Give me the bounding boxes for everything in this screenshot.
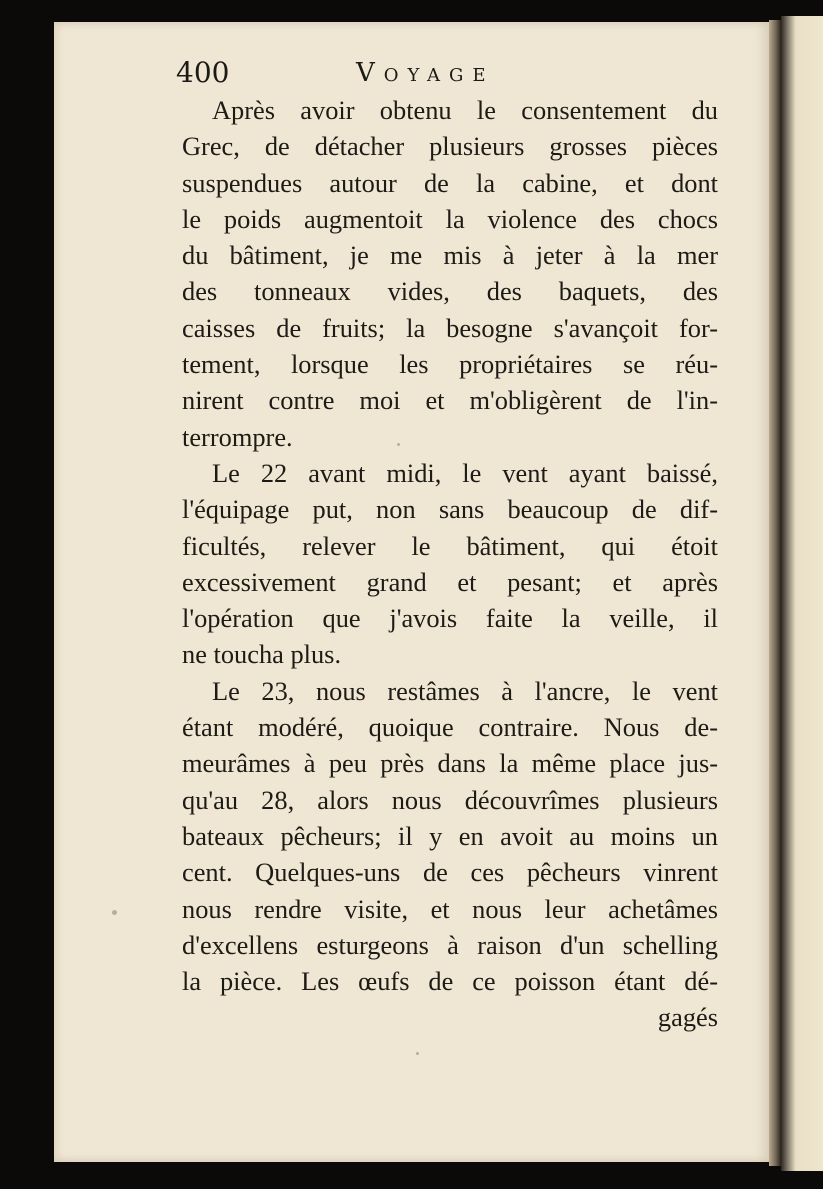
paragraph: [182, 673, 718, 1000]
text-line: ne toucha plus.: [182, 639, 342, 670]
text-line: le poids augmentoit la violence des chocs: [182, 203, 718, 234]
page-gutter-edge: [769, 20, 781, 1166]
text-line: d'excellens esturgeons à raison d'un schelling: [182, 929, 718, 960]
catchword: gagés: [657, 1002, 718, 1033]
text-line: du bâtiment, je me mis à jeter à la mer: [182, 240, 718, 271]
text-line: nous rendre visite, et nous leur achetâmes: [182, 893, 718, 924]
text-line: ficultés, relever le bâtiment, qui étoit: [182, 530, 718, 561]
text-line: Grec, de détacher plusieurs grosses pièces: [182, 131, 718, 162]
paper-spot: [112, 910, 117, 915]
page-number: 400: [176, 56, 230, 89]
facing-page-edge: [781, 16, 823, 1171]
text-line: bateaux pêcheurs; il y en avoit au moins un: [182, 820, 718, 851]
paragraph: [182, 92, 718, 455]
text-line: Le 22 avant midi, le vent ayant baissé,: [212, 457, 718, 488]
text-line: des tonneaux vides, des baquets, des: [182, 276, 718, 307]
text-line: Après avoir obtenu le consentement du: [212, 95, 718, 125]
text-line: meurâmes à peu près dans la même place jus-: [182, 748, 718, 779]
running-title: Voyage: [356, 58, 495, 88]
text-line: tement, lorsque les propriétaires se réu-: [182, 349, 718, 380]
text-line: Le 23, nous restâmes à l'ancre, le vent: [212, 675, 718, 706]
paper-spot: [416, 1052, 419, 1055]
body-text: [182, 92, 718, 1036]
text-line: nirent contre moi et m'obligèrent de l'in-: [182, 385, 718, 416]
text-line: suspendues autour de la cabine, et dont: [182, 167, 718, 198]
paper-spot: [397, 443, 400, 446]
text-line: excessivement grand et pesant; et après: [182, 566, 718, 597]
text-line: caisses de fruits; la besogne s'avançoit for-: [182, 312, 718, 343]
text-line: qu'au 28, alors nous découvrîmes plusieurs: [182, 784, 718, 815]
running-head: [170, 50, 730, 90]
text-line: terrompre.: [182, 421, 293, 452]
paragraph: [182, 455, 718, 673]
text-line: la pièce. Les œufs de ce poisson étant dé-: [182, 966, 718, 997]
text-line: l'opération que j'avois faite la veille, il: [182, 603, 718, 634]
text-line: étant modéré, quoique contraire. Nous de-: [182, 712, 718, 743]
text-line: cent. Quelques-uns de ces pêcheurs vinrent: [182, 857, 718, 888]
text-line: l'équipage put, non sans beaucoup de dif-: [182, 494, 718, 525]
